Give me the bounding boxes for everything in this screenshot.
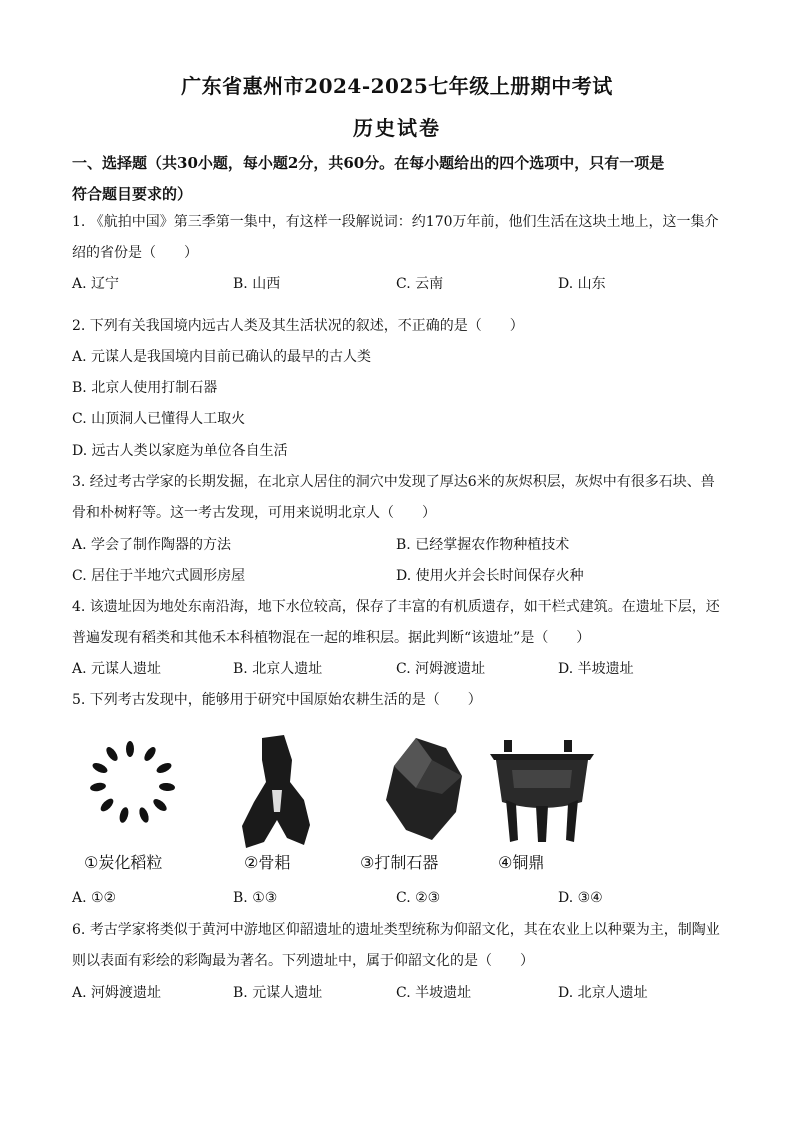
figure-label-2: ②骨耜 xyxy=(244,853,291,872)
q6-option-c: C. 半坡遗址 xyxy=(396,985,472,1001)
q3-option-a: A. 学会了制作陶器的方法 xyxy=(72,537,232,553)
bronze-ding-image xyxy=(482,730,602,850)
bone-spade-image xyxy=(232,730,342,850)
exam-subtitle: 历史试卷 xyxy=(353,116,441,140)
q3-text-line-1: 3. 经过考古学家的长期发掘，在北京人居住的洞穴中发现了厚达6米的灰烬积层，灰烬中有很多石块、兽 xyxy=(72,474,715,490)
q5-option-c: C. ②③ xyxy=(396,890,441,906)
q6-text-line-2: 则以表面有彩绘的彩陶最为著名。下列遗址中，属于仰韶文化的是（ ） xyxy=(72,953,534,969)
q2-option-c: C. 山顶洞人已懂得人工取火 xyxy=(72,411,246,427)
q3-text-line-2: 骨和朴树籽等。这一考古发现，可用来说明北京人（ ） xyxy=(72,505,436,521)
q5-option-b: B. ①③ xyxy=(233,890,278,906)
q4-option-b: B. 北京人遗址 xyxy=(233,661,323,677)
chipped-stone-tool-image xyxy=(372,730,482,850)
q6-option-b: B. 元谋人遗址 xyxy=(233,985,323,1001)
q6-text-line-1: 6. 考古学家将类似于黄河中游地区仰韶遗址的遗址类型统称为仰韶文化，其在农业上以种粟为主，制陶业 xyxy=(72,922,720,938)
q5-text-line-1: 5. 下列考古发现中，能够用于研究中国原始农耕生活的是（ ） xyxy=(72,692,482,708)
q3-option-d: D. 使用火并会长时间保存火种 xyxy=(396,568,584,584)
q1-option-a: A. 辽宁 xyxy=(72,276,120,292)
q4-text-line-2: 普遍发现有稻类和其他禾本科植物混在一起的堆积层。据此判断“该遗址”是（ ） xyxy=(72,630,591,646)
q1-text-line-1: 1. 《航拍中国》第三季第一集中，有这样一段解说词：约170万年前，他们生活在这块土地上，这一集介 xyxy=(72,214,719,230)
q2-text-line-1: 2. 下列有关我国境内远古人类及其生活状况的叙述，不正确的是（ ） xyxy=(72,318,524,334)
q5-option-d: D. ③④ xyxy=(558,890,603,906)
section-line-2: 符合题目要求的） xyxy=(72,185,193,203)
q5-option-a: A. ①② xyxy=(72,890,117,906)
q4-text-line-1: 4. 该遗址因为地处东南沿海，地下水位较高，保存了丰富的有机质遗存，如干栏式建筑。在遗址下层，还 xyxy=(72,599,720,615)
carbonized-rice-image xyxy=(72,735,192,845)
figure-label-4: ④铜鼎 xyxy=(498,853,545,872)
q4-option-a: A. 元谋人遗址 xyxy=(72,661,162,677)
q2-option-a: A. 元谋人是我国境内目前已确认的最早的古人类 xyxy=(72,349,372,365)
figure-label-1: ①炭化稻粒 xyxy=(84,853,163,872)
q1-option-d: D. 山东 xyxy=(558,276,606,292)
q3-option-c: C. 居住于半地穴式圆形房屋 xyxy=(72,568,246,584)
exam-title: 广东省惠州市2024-2025七年级上册期中考试 xyxy=(181,74,613,98)
q6-option-d: D. 北京人遗址 xyxy=(558,985,648,1001)
section-line-1: 一、选择题（共30小题，每小题2分，共60分。在每小题给出的四个选项中，只有一项是 xyxy=(72,154,665,172)
q1-text-line-2: 绍的省份是（ ） xyxy=(72,245,198,261)
q2-option-b: B. 北京人使用打制石器 xyxy=(72,380,218,396)
q5-artifact-figure xyxy=(72,730,612,880)
q1-option-c: C. 云南 xyxy=(396,276,444,292)
q4-option-d: D. 半坡遗址 xyxy=(558,661,634,677)
q4-option-c: C. 河姆渡遗址 xyxy=(396,661,486,677)
section-heading xyxy=(72,148,732,210)
figure-label-3: ③打制石器 xyxy=(360,853,439,872)
q1-option-b: B. 山西 xyxy=(233,276,281,292)
q3-option-b: B. 已经掌握农作物种植技术 xyxy=(396,537,570,553)
q2-option-d: D. 远古人类以家庭为单位各自生活 xyxy=(72,443,288,459)
q6-option-a: A. 河姆渡遗址 xyxy=(72,985,162,1001)
